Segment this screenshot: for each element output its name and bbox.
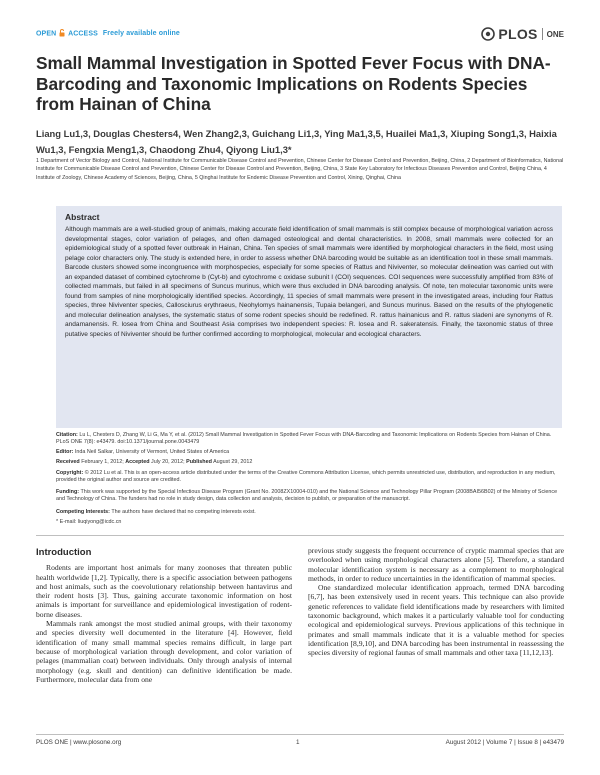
abstract-text: Although mammals are a well-studied group of animals, making accurate field identification of small mammals is still complex because of morphological variation across developmental stages, color variation of pelages, and often damaged osteological and dental characteristics. In 2008, small mammals were collected for an epidemiological study of a spotted fever outbreak in Hainan, China. Ten species of small mammals were identified by morphological characters in the field, most using pelage color characters only. The study is extended here, in order to assess whether DNA barcoding would be suitable as an identification tool in these small mammals. Barcode clusters showed some incongruence with morphospecies, especially for some species of Rattus and Niviventer, so molecular delineation was carried out with an expanded dataset of combined cytochrome b (Cyt-b) and cytochrome c oxidase subunit I (COI) sequences. COI sequences were successfully amplified from 83% of collected mammals, but failed in all specimens of Suncus murinus, which were thus excluded in DNA barcoding analysis. Of note, ten molecular taxonomic units were found from samples of nine morphologically identified species. Accordingly, 11 species of small mammals were present in the investigated areas, including four Rattus species, three Niviventer species, Callosciurus erythraeus, Neohylomys hainanensis, Tupaia belangeri, and Suncus murinus. Based on the results of the phylogenetic and molecular delineation analyses, the systematic status of some rodent species should be redefined. R. rattus hainanicus and R. rattus sladeni are synonyms of R. andamanensis. R. losea from China and Southeast Asia comprises two independent species: R. losea and R. sakeratensis. Finally, the taxonomic status of three putative species of Niviventer should be further confirmed according to morphological, molecular and ecological characters.	[65, 226, 553, 338]
editor-text: Inda Neil Salkar, University of Vermont, United States of America	[74, 449, 230, 456]
intro-paragraph-4: One standardized molecular identification approach, termed DNA barcoding [6,7], has been extensively used in recent years. This technique can also provide genetic references to validate field identifications made by researchers with limited taxonomic background, which makes it a particularly valuable tool for conducting ecological and epidemiological surveys. Previous applications of this technique in primates and small mammals indicate that it is a valuable method for species identification [8,9,10], and DNA barcoding has been instrumental in reassessing the species diversity of regional faunas of small mammals and other taxa [11,12,13].	[308, 583, 564, 658]
copyright-label: Copyright:	[56, 469, 84, 476]
email-link[interactable]: liuqiyong@icdc.cn	[77, 518, 122, 525]
editor-label: Editor:	[56, 449, 74, 456]
citation-text: Lu L, Chesters D, Zhang W, Li G, Ma Y, et al. (2012) Small Mammal Investigation in Spotted Fever Focus with DNA-Barcoding and Taxonomic Implications on Rodents Species from Hainan of China. PLoS ONE 7(8): e43479. doi:10.1371/journal.pone.0043479	[56, 432, 552, 446]
abstract-box	[56, 206, 562, 428]
open-lock-icon	[59, 29, 65, 37]
intro-paragraph-1: Rodents are important host animals for many zoonoses that threaten public health worldwide [1,2]. Typically, there is a specific association between pathogens and host animals, such as the coevolutionary relationship between hantavirus and their rodent hosts [3]. Thus, gaining accurate taxonomic information on host animals is important for surveillance and epidemiological investigation of rodent-borne diseases.	[36, 563, 292, 619]
editor-row	[56, 449, 562, 456]
accepted-date: July 20, 2012;	[151, 459, 185, 466]
competing-interests-row	[56, 509, 562, 516]
intro-paragraph-2: Mammals rank amongst the most studied animal groups, with their taxonomy and species diversity well documented in the literature [4]. However, field identification of many small mammal species remains difficult, in large part because of morphological variation through development, and color variation of pelages (mammalian coat) between individuals. Only through analysis of internal morphology (e.g. skull and dentition) can definitive identification be made. Furthermore, molecular data from one	[36, 619, 292, 684]
published-label: Published	[186, 459, 212, 466]
email-row	[56, 519, 562, 526]
plos-circle-icon	[481, 27, 495, 41]
competing-text: The authors have declared that no competing interests exist.	[111, 508, 256, 515]
received-date: February 1, 2012;	[81, 459, 124, 466]
citation-label: Citation:	[56, 432, 78, 438]
logo-one-text: ONE	[546, 29, 564, 39]
open-label: OPEN	[36, 30, 57, 38]
open-access-banner	[36, 29, 180, 38]
received-label: Received	[56, 459, 80, 466]
journal-header	[36, 24, 564, 46]
funding-text: This work was supported by the Special Infectious Disease Program (Grant No. 2008ZX10004-010) and the National Science and Technology Pillar Program (2008BAI56B02) of the Ministry of Science and Technology of China. The funders had no role in study design, data collection and analysis, decision to publish, or preparation of the manuscript.	[56, 489, 558, 503]
intro-paragraph-3: previous study suggests the frequent occurrence of cryptic mammal species that are overlooked when using morphological characters alone [5]. Therefore, a standard molecular identification system is necessary as a complement to morphological methods, in order to reduce uncertainties in the identification of mammal species.	[308, 546, 564, 583]
citation-row	[56, 432, 562, 447]
introduction-heading: Introduction	[36, 547, 92, 558]
page-footer	[36, 739, 564, 749]
abstract-heading: Abstract	[65, 212, 100, 222]
article-metadata	[56, 432, 562, 529]
section-divider	[36, 535, 564, 536]
page-number: 1	[296, 739, 300, 746]
footer-journal-link[interactable]: PLOS ONE | www.plosone.org	[36, 739, 122, 746]
article-title: Small Mammal Investigation in Spotted Fever Focus with DNA-Barcoding and Taxonomic Implications on Rodents Species from Hainan of China	[36, 53, 551, 114]
funding-row	[56, 489, 562, 504]
access-label: ACCESS	[68, 30, 98, 38]
funding-label: Funding:	[56, 489, 80, 496]
accepted-label: Accepted	[125, 459, 150, 466]
author-list: Liang Lu1,3, Douglas Chesters4, Wen Zhang2,3, Guichang Li1,3, Ying Ma1,3,5, Huailei Ma1,3, Xiuping Song1,3, Haixia Wu1,3, Fengxia Meng1,3, Chaodong Zhu4, Qiyong Liu1,3*	[36, 128, 557, 155]
plos-one-logo[interactable]	[481, 24, 564, 44]
footer-issue-info: August 2012 | Volume 7 | Issue 8 | e43479	[445, 739, 564, 746]
author-affiliations: 1 Department of Vector Biology and Control, National Institute for Communicable Disease Control and Prevention, Chinese Center for Disease Control and Prevention, Beijing, China, 2 Department of Bioinformatics, National Institute for Communicable Disease Control and Prevention, Chinese Center for Disease Control and Prevention, Beijing, China, 3 State Key Laboratory for Infectious Diseases Prevention and Control, Beijing China, 4 Institute of Zoology, Chinese Academy of Sciences, Beijing, China, 5 Qinghai Institute for Endemic Disease Prevention and Control, Xining, Qinghai, China	[36, 158, 564, 181]
copyright-text: © 2012 Lu et al. This is an open-access article distributed under the terms of the Creative Commons Attribution License, which permits unrestricted use, distribution, and reproduction in any medium, provided the original author and source are credited.	[56, 469, 556, 483]
logo-plos-text: PLOS	[498, 26, 538, 42]
left-column	[36, 548, 292, 684]
copyright-row	[56, 470, 562, 485]
footer-divider	[36, 734, 564, 735]
freely-available-label: Freely available online	[102, 30, 180, 38]
dates-row	[56, 459, 562, 466]
published-date: August 29, 2012	[213, 459, 253, 466]
competing-label: Competing Interests:	[56, 508, 110, 515]
email-label: * E-mail:	[56, 518, 77, 525]
right-column	[308, 546, 564, 658]
logo-divider	[542, 28, 543, 40]
